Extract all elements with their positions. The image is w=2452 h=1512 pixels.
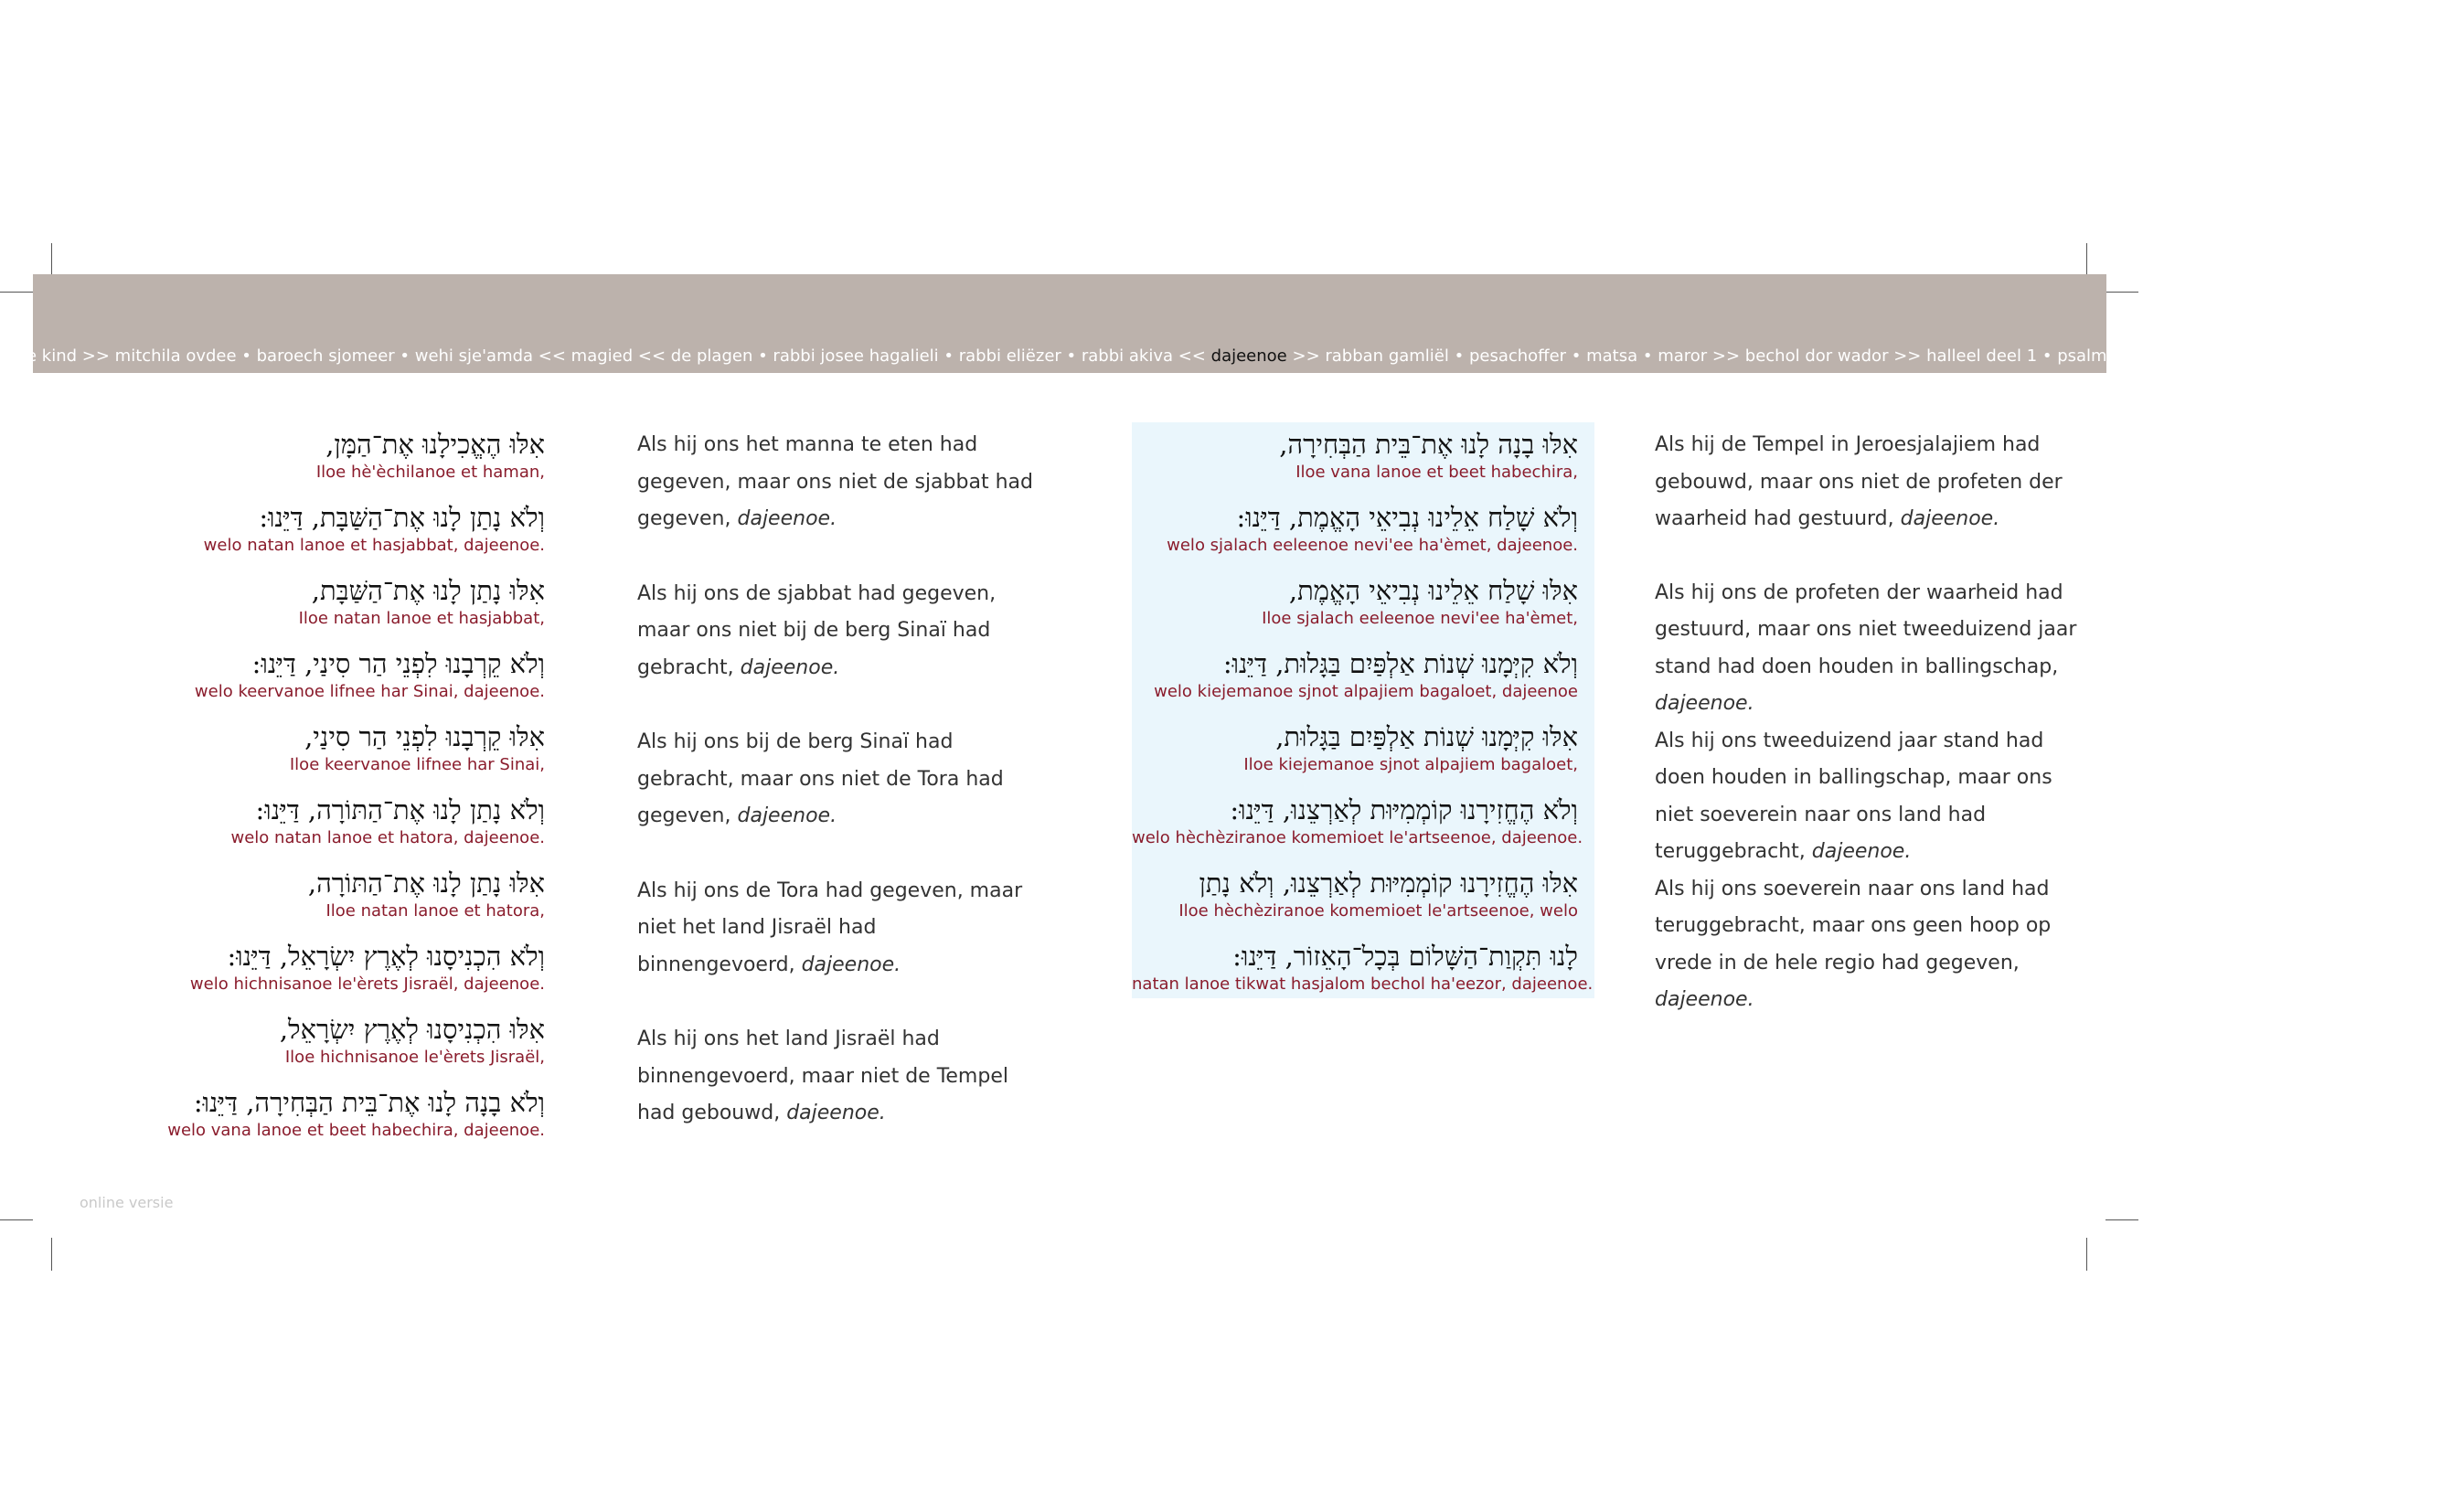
transliteration-line: Iloe natan lanoe et hatora, (325, 901, 545, 921)
transliteration-line: Iloe sjalach eeleenoe nevi'ee ha'èmet, (1262, 609, 1578, 628)
hebrew-line: וְלֹא בָנָה לָנוּ אֶת־בֵּית הַבְּחִירָה, דַּיֵּנוּ: (193, 1087, 545, 1118)
stanza-refrain: dajeenoe. (737, 804, 837, 827)
transliteration-line: welo hichnisanoe le'èrets Jisraël, dajeenoe. (189, 974, 545, 994)
dutch-stanza (637, 873, 1039, 985)
transliteration-line: welo natan lanoe et hasjabbat, dajeenoe. (203, 536, 545, 555)
hebrew-line: וְלֹא קֵרְבָנוּ לִפְנֵי הַר סִינַי, דַּיֵּנוּ: (251, 648, 545, 679)
stanza-refrain: dajeenoe. (801, 953, 901, 976)
transliteration-line: Iloe natan lanoe et hasjabbat, (298, 609, 545, 628)
hebrew-line: אִלּוּ קֵרְבָנוּ לִפְנֵי הַר סִינַי, (304, 721, 545, 752)
stanza-text: Als hij ons de sjabbat had gegeven, maar ons niet bij de berg Sinaï had gebracht, (637, 581, 997, 679)
hebrew-line: וְלֹא נָתַן לָנוּ אֶת־הַשַּׁבָּת, דַּיֵּנוּ: (259, 502, 545, 533)
transliteration-line: Iloe hichnisanoe le'èrets Jisraël, (284, 1048, 545, 1067)
stanza-refrain: dajeenoe. (1655, 692, 1754, 715)
dutch-stanza (1655, 575, 2084, 723)
hebrew-line: וְלֹא שָׁלַח אֵלֵינוּ נְבִיאֵי הָאֱמֶת, דַּיֵּנוּ: (1236, 502, 1578, 533)
hebrew-line: אִלּוּ הֶאֱכִילָנוּ אֶת־הַמָּן, (325, 429, 545, 460)
crop-mark (0, 1219, 33, 1220)
dutch-stanza (637, 427, 1039, 538)
transliteration-line: welo sjalach eeleenoe nevi'ee ha'èmet, dajeenoe. (1167, 536, 1578, 555)
dutch-column-left (637, 427, 1039, 1170)
hebrew-line: וְלֹא נָתַן לָנוּ אֶת־הַתּוֹרָה, דַּיֵּנוּ: (255, 794, 545, 825)
hebrew-line: אִלּוּ הִכְנִיסָנוּ לְאֶרֶץ יִשְׂרָאֵל, (279, 1014, 545, 1045)
transliteration-line: Iloe hè'èchilanoe et haman, (315, 463, 545, 482)
stanza-text: Als hij ons bij de berg Sinaï had gebracht, maar ons niet de Tora had gegeven, (637, 730, 1004, 827)
hebrew-line: אִלּוּ הֶחֱזִירָנוּ קוֹמְמִיּוּת לְאַרְצֵנוּ, וְלֹא נָתַן (1199, 868, 1578, 899)
crop-mark (2106, 1219, 2138, 1220)
dutch-stanza (1655, 427, 2084, 538)
hebrew-column-right (1132, 422, 1594, 998)
stanza-text: Als hij ons het land Jisraël had binnengevoerd, maar niet de Tempel had gebouwd, (637, 1028, 1008, 1124)
dutch-stanza (1655, 871, 2084, 1019)
stanza-refrain: dajeenoe. (737, 507, 837, 530)
stanza-text: Als hij ons de profeten der waarheid had gestuurd, maar ons niet tweeduizend jaar stand had doen houden in ballingschap, (1655, 580, 2077, 678)
hebrew-line: אִלּוּ נָתַן לָנוּ אֶת־הַשַּׁבָּת, (311, 575, 545, 606)
seder-navigation (22, 346, 2452, 367)
navigation-band (22, 274, 2452, 373)
crop-mark (51, 243, 52, 276)
stanza-text: Als hij ons soeverein naar ons land had teruggebracht, maar ons geen hoop op vrede in de hele regio had gegeven, (1655, 877, 2052, 974)
dutch-stanza (637, 576, 1039, 687)
stanza-text: Als hij de Tempel in Jeroesjalajiem had gebouwd, maar ons niet de profeten der waarheid had gestuurd, (1655, 433, 2063, 530)
nav-item-after[interactable]: >> rabban gamliël • pesachoffer • matsa • maror >> bechol dor wador >> halleel deel 1 • psalm 113 • psalm 114 • beracha ga'al jisraël • (1292, 346, 2452, 366)
stanza-refrain: dajeenoe. (1811, 840, 1912, 863)
hebrew-line: לָנוּ תִּקְוַת־הַשָּׁלוֹם בְּכָל־הָאֵזוֹר, דַּיֵּנוּ: (1232, 941, 1578, 972)
transliteration-line: welo hèchèziranoe komemioet le'artseenoe, dajeenoe. (1132, 828, 1583, 847)
transliteration-line: Iloe kiejemanoe sjnot alpajiem bagaloet, (1243, 755, 1578, 774)
hebrew-line: אִלּוּ נָתַן לָנוּ אֶת־הַתּוֹרָה, (307, 868, 545, 899)
transliteration-line: natan lanoe tikwat hasjalom bechol ha'eezor, dajeenoe. (1132, 974, 1594, 994)
hebrew-column-left (91, 426, 545, 1157)
stanza-refrain: dajeenoe. (1655, 988, 1754, 1011)
stanza-refrain: dajeenoe. (740, 655, 840, 679)
transliteration-line: welo vana lanoe et beet habechira, dajeenoe. (167, 1121, 545, 1140)
stanza-text: Als hij ons het manna te eten had gegeven, maar ons niet de sjabbat had gegeven, (637, 433, 1033, 530)
stanza-refrain: dajeenoe. (1900, 507, 2000, 530)
stanza-refrain: dajeenoe. (786, 1102, 886, 1124)
hebrew-line: אִלּוּ בָנָה לָנוּ אֶת־בֵּית הַבְּחִירָה, (1279, 429, 1578, 460)
hebrew-line: וְלֹא קִיְּמָנוּ שְׁנוֹת אַלְפַּיִם בַּגָּלוּת, דַּיֵּנוּ: (1222, 648, 1578, 679)
crop-mark (2086, 243, 2087, 276)
dutch-stanza (637, 1021, 1039, 1133)
dutch-column-right (1655, 427, 2084, 1019)
crop-mark (2086, 1238, 2087, 1271)
crop-mark (2106, 292, 2138, 293)
hebrew-line: וְלֹא הִכְנִיסָנוּ לְאֶרֶץ יִשְׂרָאֵל, דַּיֵּנוּ: (227, 941, 545, 972)
footer-label: online versie (80, 1194, 174, 1211)
transliteration-line: Iloe keervanoe lifnee har Sinai, (289, 755, 545, 774)
transliteration-line: Iloe hèchèziranoe komemioet le'artseenoe, welo (1178, 901, 1578, 921)
dutch-stanza (1655, 723, 2084, 871)
crop-mark (51, 1238, 52, 1271)
nav-item-dajeenoe[interactable]: dajeenoe (1210, 346, 1287, 366)
stanza-text: Als hij ons de Tora had gegeven, maar niet het land Jisraël had binnengevoerd, (637, 878, 1023, 976)
stanza-text: Als hij ons tweeduizend jaar stand had doen houden in ballingschap, maar ons niet soeverein naar ons land had teruggebracht, (1655, 729, 2052, 863)
hebrew-line: וְלֹא הֶחֱזִירָנוּ קוֹמְמִיּוּת לְאַרְצֵנוּ, דַּיֵּנוּ: (1230, 794, 1578, 825)
crop-mark (0, 292, 33, 293)
hebrew-line: אִלּוּ קִיְּמָנוּ שְׁנוֹת אַלְפַּיִם בַּגָּלוּת, (1275, 721, 1578, 752)
dutch-stanza (637, 724, 1039, 836)
hebrew-line: אִלּוּ שָׁלַח אֵלֵינוּ נְבִיאֵי הָאֱמֶת, (1288, 575, 1578, 606)
transliteration-line: welo keervanoe lifnee har Sinai, dajeenoe. (194, 682, 545, 701)
transliteration-line: welo kiejemanoe sjnot alpajiem bagaloet, dajeenoe (1154, 682, 1578, 701)
nav-item-before[interactable]: le kind >> mitchila ovdee • baroech sjomeer • wehi sje'amda << magied << de plagen • rabbi josee hagalieli • rabbi eliëzer • rabbi akiva << (22, 346, 1206, 366)
transliteration-line: Iloe vana lanoe et beet habechira, (1295, 463, 1578, 482)
transliteration-line: welo natan lanoe et hatora, dajeenoe. (230, 828, 545, 847)
